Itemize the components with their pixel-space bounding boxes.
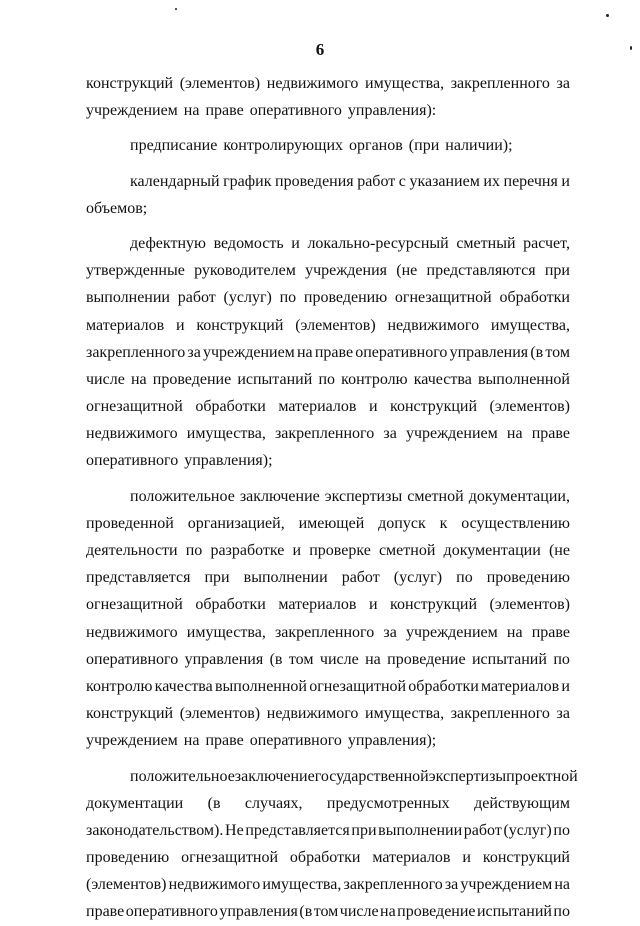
word: оперативного	[249, 102, 342, 120]
word: допуск	[378, 514, 426, 532]
word: и	[462, 849, 471, 867]
word: (не	[396, 262, 418, 280]
text-line	[86, 168, 570, 195]
word: контролю	[86, 677, 153, 695]
word: дефектную	[130, 234, 206, 252]
word: и	[291, 234, 300, 252]
word: проверке	[309, 542, 371, 559]
word: разработке	[210, 542, 285, 559]
word: утвержденные	[86, 262, 185, 280]
word: законодательством).	[86, 821, 224, 839]
paragraph-gap	[86, 475, 570, 483]
word: оперативного	[355, 343, 448, 361]
word: контролирующих	[223, 137, 344, 155]
word: материалов	[278, 398, 357, 416]
word: предусмотренных	[326, 794, 450, 812]
text-line	[86, 70, 570, 97]
word: учреждения	[305, 262, 388, 280]
word: экспертизы	[324, 487, 403, 505]
text-line	[86, 257, 570, 284]
text-line	[86, 564, 570, 591]
word: недвижимого	[387, 316, 480, 334]
word: по	[185, 542, 203, 559]
text-line	[86, 284, 570, 311]
word: положительное	[130, 487, 235, 505]
text-line	[86, 591, 570, 618]
word: на	[506, 425, 523, 443]
word: на	[130, 370, 147, 388]
word: закрепленного	[450, 75, 550, 92]
word: проведению	[486, 569, 570, 587]
text-line	[86, 447, 570, 474]
word: и	[561, 677, 570, 695]
word: по	[456, 569, 473, 587]
word: (элементов)	[295, 316, 376, 334]
word: на	[554, 876, 570, 894]
text-line	[86, 510, 570, 537]
word: испытаний	[476, 903, 552, 921]
word: документации,	[468, 487, 570, 505]
word: на	[380, 903, 396, 921]
word: недвижимого	[266, 75, 359, 92]
word: недвижимого	[168, 876, 261, 894]
word: (в	[299, 903, 313, 921]
word: по	[553, 650, 570, 668]
word: локально-ресурсный	[307, 234, 449, 252]
word: документации	[443, 542, 541, 559]
word: заключение	[234, 767, 315, 785]
word: управления):	[347, 102, 437, 120]
word: праве	[531, 425, 570, 443]
word: праве	[205, 732, 244, 750]
word: за	[383, 425, 397, 443]
word: имущества,	[490, 316, 570, 334]
word: учреждением	[460, 876, 553, 894]
text-line	[86, 420, 570, 447]
word: (элементов)	[489, 596, 570, 614]
word: (при	[408, 137, 440, 155]
word: перечня	[503, 172, 558, 190]
word: Не	[225, 821, 244, 839]
word: экспертизы	[428, 767, 507, 785]
word: закрепленного	[274, 623, 375, 641]
word: материалов	[86, 316, 165, 334]
word: праве	[205, 102, 244, 120]
word: случаях,	[244, 794, 303, 812]
word: огнезащитной	[394, 289, 492, 307]
word: сметной	[378, 542, 436, 559]
word: при	[204, 569, 230, 587]
word: (элементов)	[179, 705, 261, 723]
text-line	[86, 132, 570, 159]
word: управления	[184, 650, 264, 668]
text-line	[86, 537, 570, 564]
word: выполненной	[214, 677, 307, 695]
word: управления	[219, 903, 298, 921]
word: конструкций	[389, 398, 478, 416]
word: конструкций	[196, 316, 284, 334]
word: конструкций	[389, 596, 478, 614]
word: выполненной	[477, 370, 570, 388]
word: (услуг)	[393, 569, 443, 587]
text-line	[86, 871, 570, 898]
word: за	[444, 876, 459, 894]
scan-speck	[175, 8, 177, 10]
word: выполнении	[378, 821, 463, 839]
word: закрепленного	[274, 425, 375, 443]
text-line	[86, 727, 570, 754]
word: руководителем	[194, 262, 296, 280]
word: выполнении	[243, 569, 328, 587]
word: заключение	[239, 487, 320, 505]
word: имущества,	[365, 75, 445, 92]
word: управления);	[347, 732, 437, 750]
word: конструкций	[86, 705, 174, 723]
word: работ	[463, 821, 502, 839]
word: работ	[341, 569, 380, 587]
text-line	[86, 673, 570, 700]
word: праве	[86, 903, 125, 921]
word: организацией,	[187, 514, 285, 532]
word: имущества,	[365, 705, 445, 723]
word: материалов	[372, 849, 451, 867]
word: (элементов)	[86, 876, 167, 894]
word: материалов	[481, 677, 560, 695]
word: качества	[413, 370, 472, 388]
word: недвижимого	[86, 623, 178, 641]
word: том	[545, 343, 570, 361]
word: проектной	[506, 767, 578, 785]
word: государственной	[314, 767, 429, 785]
word: обработки	[499, 289, 570, 307]
word: праве	[314, 343, 354, 361]
word: (элементов)	[489, 398, 570, 416]
text-line	[86, 844, 570, 871]
word: и	[368, 398, 378, 416]
page-number: 6	[315, 40, 325, 59]
text-line	[86, 898, 570, 925]
word: числе	[319, 650, 359, 668]
word: документации	[86, 794, 184, 812]
word: работ	[357, 172, 396, 190]
word: представляется	[245, 821, 350, 839]
paragraph-gap	[86, 755, 570, 763]
word: учреждением	[405, 425, 498, 443]
word: имущества,	[186, 425, 266, 443]
word: (в	[207, 794, 221, 812]
word: проведению	[303, 289, 388, 307]
word: и	[175, 316, 185, 334]
word: на	[506, 623, 523, 641]
word: деятельности	[86, 542, 178, 559]
word: имущества,	[262, 876, 342, 894]
word: проведение	[152, 370, 232, 388]
word: оперативного	[249, 732, 342, 750]
word: недвижимого	[86, 425, 178, 443]
word: органов	[349, 137, 403, 155]
word: (в	[530, 343, 544, 361]
word: при	[544, 262, 570, 280]
body-text	[86, 70, 578, 926]
word: учреждением	[405, 623, 498, 641]
word: проведения	[275, 172, 354, 190]
paragraph-gap	[86, 160, 570, 168]
word: числе	[86, 370, 125, 388]
word: за	[383, 623, 397, 641]
word: том	[313, 903, 339, 921]
word: сметный	[456, 234, 516, 252]
text-line	[86, 393, 570, 420]
word: проведение	[397, 903, 476, 921]
word: огнезащитной	[309, 677, 407, 695]
text-line	[86, 339, 570, 366]
word: и	[292, 542, 302, 559]
word: испытаний	[471, 650, 547, 668]
word: осуществлению	[461, 514, 570, 532]
word: к	[439, 514, 448, 532]
word: наличии);	[445, 137, 513, 155]
word: предписание	[130, 137, 218, 155]
text-line	[86, 483, 570, 510]
word: закрепленного	[86, 343, 186, 361]
word: конструкций	[86, 75, 174, 92]
word: контролю	[341, 370, 408, 388]
text-line	[86, 619, 570, 646]
word: проведенной	[86, 514, 174, 532]
word: закрепленного	[450, 705, 550, 723]
text-line	[86, 366, 570, 393]
word: оперативного	[86, 650, 179, 668]
word: за	[556, 75, 570, 92]
word: учреждением	[203, 343, 295, 361]
word: праве	[531, 623, 570, 641]
text-line	[86, 312, 570, 339]
word: и	[368, 596, 378, 614]
scan-speck	[606, 14, 609, 17]
word: на	[365, 650, 381, 668]
word: (не	[548, 542, 570, 559]
word: (в	[269, 650, 283, 668]
text-line	[86, 195, 570, 222]
word: имущества,	[186, 623, 266, 641]
word: оперативного	[86, 452, 179, 470]
word: по	[553, 903, 570, 921]
text-line	[86, 230, 570, 257]
word: при	[351, 821, 377, 839]
word: материалов	[278, 596, 357, 614]
word: учреждением	[86, 732, 178, 750]
word: обработки	[408, 677, 479, 695]
word: их	[483, 172, 500, 190]
word: том	[288, 650, 314, 668]
word: календарный	[130, 172, 220, 190]
word: обработки	[289, 849, 361, 867]
word: управления);	[184, 452, 273, 470]
paragraph-gap	[86, 124, 570, 132]
word: проведение	[387, 650, 466, 668]
word: расчет,	[523, 234, 570, 252]
word: объемов;	[86, 199, 148, 217]
word: огнезащитной	[181, 849, 278, 867]
word: огнезащитной	[86, 398, 183, 416]
word: по	[318, 370, 335, 388]
word: за	[187, 343, 201, 361]
text-line	[86, 817, 570, 844]
word: испытаний	[237, 370, 313, 388]
word: за	[556, 705, 570, 723]
word: ведомость	[213, 234, 284, 252]
word: сметной	[407, 487, 464, 505]
word: учреждением	[86, 102, 178, 120]
text-line	[86, 646, 570, 673]
word: работ	[177, 289, 216, 307]
word: положительное	[130, 767, 235, 785]
word: закрепленного	[343, 876, 443, 894]
text-line	[86, 763, 578, 790]
word: (услуг)	[503, 821, 552, 839]
word: обработки	[195, 398, 266, 416]
word: конструкций	[482, 849, 570, 867]
text-line	[86, 700, 570, 727]
text-line	[86, 790, 570, 817]
word: действующим	[474, 794, 570, 812]
word: по	[553, 821, 570, 839]
word: имеющей	[298, 514, 365, 532]
word: на	[296, 343, 313, 361]
word: выполнении	[86, 289, 170, 307]
word: указанием	[409, 172, 480, 190]
word: огнезащитной	[86, 596, 183, 614]
paragraph-gap	[86, 222, 570, 230]
word: с	[398, 172, 406, 190]
word: обработки	[195, 596, 266, 614]
word: представляются	[426, 262, 536, 280]
word: числе	[339, 903, 379, 921]
word: оперативного	[125, 903, 218, 921]
word: (услуг)	[223, 289, 272, 307]
word: проведению	[86, 849, 170, 867]
word: на	[183, 102, 200, 120]
word: и	[561, 172, 570, 190]
text-line	[86, 97, 570, 124]
word: представляется	[86, 569, 191, 587]
word: на	[183, 732, 200, 750]
word: недвижимого	[266, 705, 359, 723]
word: управления	[449, 343, 529, 361]
word: по	[279, 289, 297, 307]
word: качества	[154, 677, 213, 695]
word: (элементов)	[179, 75, 261, 92]
word: график	[223, 172, 272, 190]
